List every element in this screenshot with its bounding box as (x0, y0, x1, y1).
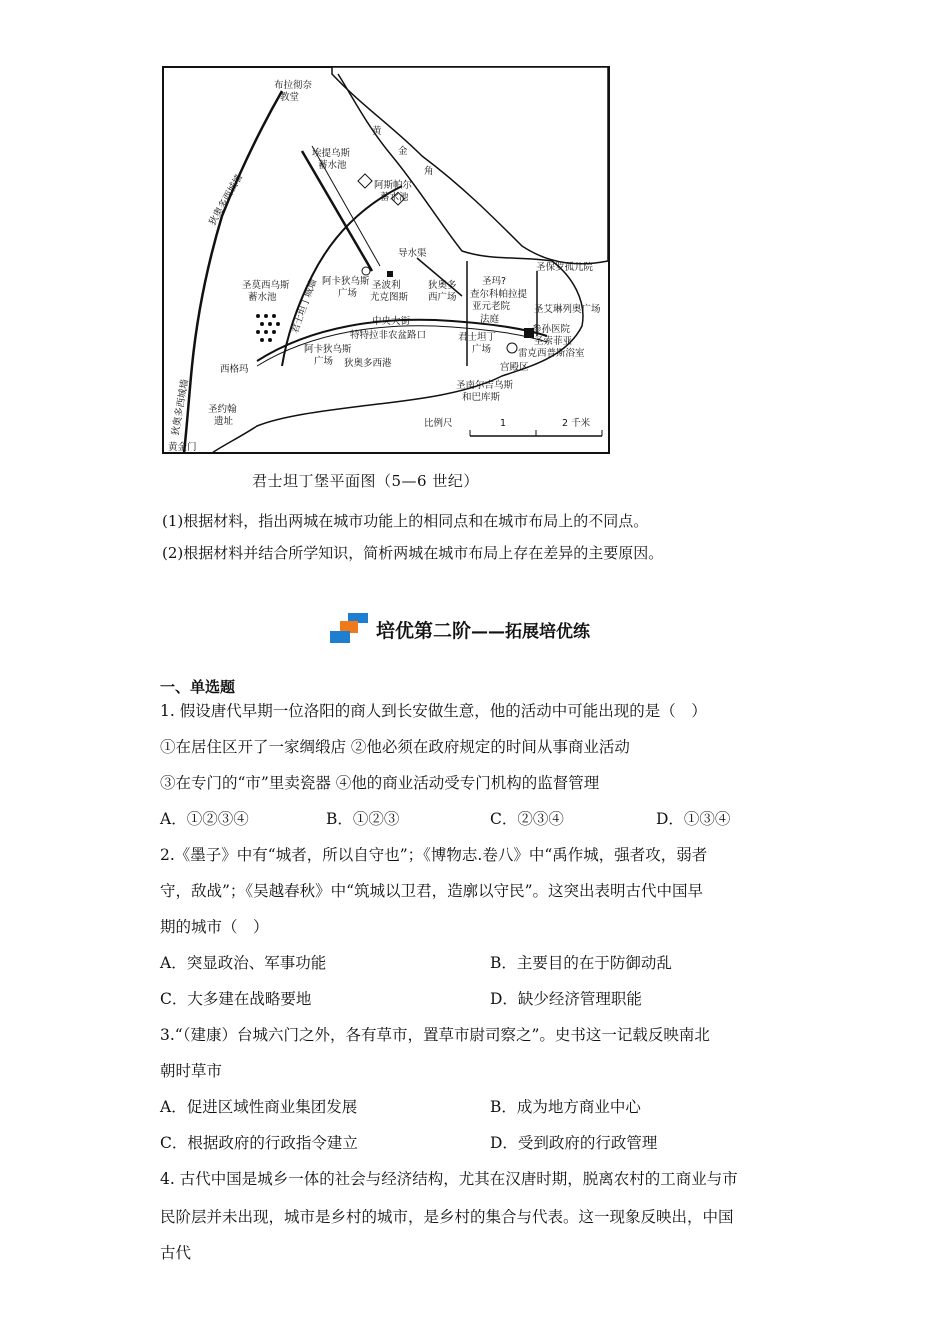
map-label-st-paul: 圣保罗孤儿院 (536, 262, 594, 273)
single-choice-heading: 一、单选题 (160, 678, 236, 696)
map-label-palace: 宫殿区 (500, 362, 529, 373)
item-3-line-1: 3.“（建康）台城六门之外，各有草市，置草市尉司察之”。史书这一记载反映南北 (160, 1026, 710, 1044)
map-scale-2: 2 千米 (562, 418, 591, 429)
map-label-constantine-wall: 君士坦丁城墙 (289, 277, 320, 336)
map-label-arcadius-forum-4: 广场 (314, 356, 334, 367)
map-label-st-irene: 圣玛? (482, 276, 507, 287)
map-label-forum-tauri: 特特拉非农盆路口 (350, 330, 427, 341)
item-3-option-c: C．根据政府的行政指令建立 (160, 1134, 358, 1152)
map-label-senate: 亚元老院 (472, 301, 511, 312)
map-label-blachernae-2: 教堂 (280, 92, 300, 103)
map-label-arcadius-forum: 阿卡狄乌斯 (322, 276, 370, 287)
item-1-option-c: C．②③④ (490, 810, 564, 828)
map-label-chalkoprateia: 查尔科帕拉提 (470, 289, 528, 300)
map-label-aetius: 埃提乌斯 (312, 148, 351, 159)
map-label-st-john-2: 遗址 (214, 416, 234, 427)
map-label-theodosian-wall-2: 狄奥多西城墙 (170, 378, 191, 437)
map-label-golden-horn-2: 金 (398, 146, 408, 157)
map-label-blachernae: 布拉彻奈 (274, 80, 313, 91)
item-2-line-3: 期的城市（ ） (160, 918, 269, 936)
section-logo-icon (330, 613, 370, 645)
map-scale-1: 1 (500, 418, 507, 429)
item-1-statement-1: ①在居住区开了一家绸缎店 ②他必须在政府规定的时间从事商业活动 (160, 738, 630, 756)
map-caption: 君士坦丁堡平面图（5—6 世纪） (252, 472, 479, 490)
map-label-arcadius-forum-3: 阿卡狄乌斯 (304, 344, 352, 355)
map-label-aspar: 阿斯帕尔 (374, 180, 413, 191)
map-label-constantine-forum-2: 广场 (472, 344, 492, 355)
map-label-mese: 中央大街 (372, 316, 411, 327)
section-title-main: 培优第二阶 (376, 619, 472, 642)
map-label-law-court: 法庭 (480, 314, 500, 325)
item-3-line-2: 朝时草市 (160, 1062, 223, 1080)
map-label-mocius: 圣莫西乌斯 (242, 280, 290, 291)
item-2-option-b: B．主要目的在于防御动乱 (490, 954, 672, 972)
section-title (330, 612, 590, 646)
map-label-zeuxippus: 雷克西普斯浴室 (518, 348, 585, 359)
map-label-xerolophos: 西格玛 (220, 364, 249, 375)
map-label-theodosian-wall: 狄奥多西城墙 (207, 172, 246, 228)
map-label-golden-horn: 黄 (372, 126, 382, 137)
item-2-line-1: 2.《墨子》中有“城者，所以自守也”；《博物志.卷八》中“禹作城，强者攻，弱者 (160, 846, 708, 864)
map-scale-label: 比例尺 (424, 418, 453, 429)
map-label-theodosius-forum: 狄奥多 (428, 280, 457, 291)
map-label-sergius-2: 和巴库斯 (462, 392, 501, 403)
map-label-aetius-2: 蓄水池 (318, 160, 347, 171)
item-1-option-b: B．①②③ (326, 810, 400, 828)
map-label-st-john: 圣约翰 (208, 404, 237, 415)
map-label-theodosius-forum-2: 西广场 (428, 292, 457, 303)
map-label-arcadius-forum-2: 广场 (338, 288, 358, 299)
map-label-st-polyeuctus-2: 尤克图斯 (370, 292, 409, 303)
item-3-option-b: B．成为地方商业中心 (490, 1098, 641, 1116)
map-label-aqueduct: 导水渠 (398, 248, 427, 259)
item-2-option-d: D．缺少经济管理职能 (490, 990, 642, 1008)
map-label-theodosius-harbor: 狄奥多西港 (344, 358, 392, 369)
map-label-hagia-sophia: 圣索菲亚 (534, 336, 573, 347)
question-2: (2)根据材料并结合所学知识，简析两城在城市布局上存在差异的主要原因。 (162, 544, 664, 562)
item-2-line-2: 守，敌战”；《吴越春秋》中“筑城以卫君，造廓以守民”。这突出表明古代中国早 (160, 882, 704, 900)
map-label-st-polyeuctus: 圣波利 (372, 280, 401, 291)
map-label-constantine-forum: 君士坦丁 (458, 332, 497, 343)
item-3-option-d: D．受到政府的行政管理 (490, 1134, 658, 1152)
item-1-option-a: A．①②③④ (160, 810, 249, 828)
section-title-sub: ——拓展培优练 (471, 621, 591, 642)
item-2-option-a: A．突显政治、军事功能 (160, 954, 327, 972)
item-2-option-c: C．大多建在战略要地 (160, 990, 312, 1008)
map-label-st-irene-church: 圣艾琳列奥广场 (534, 304, 601, 315)
item-4-line-3: 古代 (160, 1244, 192, 1262)
map-label-samson-hospital: 参孙医院 (532, 324, 571, 335)
item-4-line-2: 民阶层并未出现，城市是乡村的城市，是乡村的集合与代表。这一现象反映出，中国 (160, 1208, 734, 1226)
question-1: (1)根据材料，指出两城在城市功能上的相同点和在城市布局上的不同点。 (162, 512, 649, 530)
map-label-sergius: 圣南尔吉乌斯 (456, 380, 514, 391)
item-3-option-a: A．促进区域性商业集团发展 (160, 1098, 358, 1116)
item-1-stem: 1. 假设唐代早期一位洛阳的商人到长安做生意，他的活动中可能出现的是（ ） (160, 702, 707, 720)
map-label-aspar-2: 蓄水池 (380, 192, 409, 203)
constantinople-map (162, 66, 610, 454)
item-1-statement-2: ③在专门的“市”里卖瓷器 ④他的商业活动受专门机构的监督管理 (160, 774, 600, 792)
map-label-golden-gate: 黄金门 (168, 442, 197, 453)
map-label-mocius-2: 蓄水池 (248, 292, 277, 303)
item-4-line-1: 4. 古代中国是城乡一体的社会与经济结构，尤其在汉唐时期，脱离农村的工商业与市 (160, 1170, 738, 1188)
map-label-golden-horn-3: 角 (424, 166, 434, 177)
item-1-option-d: D．①③④ (656, 810, 731, 828)
